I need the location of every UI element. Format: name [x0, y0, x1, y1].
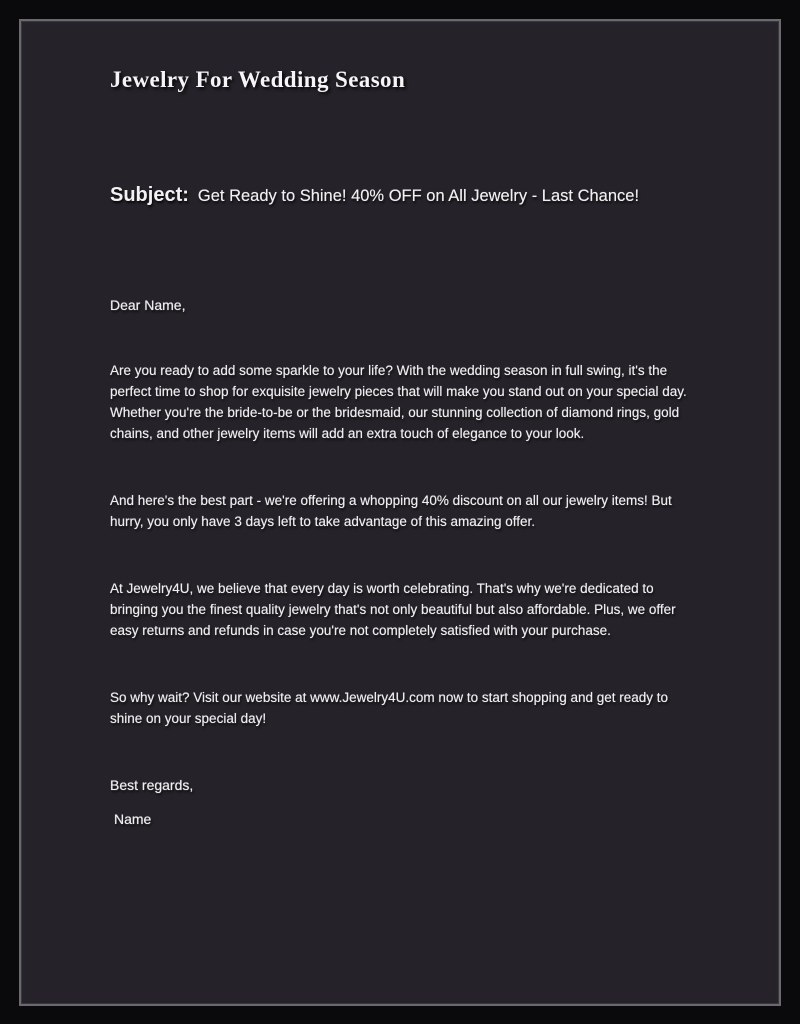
body-paragraph-1: Are you ready to add some sparkle to your life? With the wedding season in full swing, it's the perfect time to shop for exquisite jewelry pieces that will make you stand out on your special day. Whether you're the bride-to-be or the bridesmaid, our stunning collection of diamond rings, gold chains, and other jewelry items will add an extra touch of elegance to your look. [110, 363, 687, 441]
signature: Name [114, 811, 152, 827]
closing: Best regards, [110, 777, 194, 793]
subject-value: Get Ready to Shine! 40% OFF on All Jewelry - Last Chance! [197, 187, 640, 205]
document-title: Jewelry For Wedding Season [110, 67, 406, 92]
salutation: Dear Name, [110, 297, 186, 313]
document-page [19, 19, 781, 1006]
body-paragraph-3: At Jewelry4U, we believe that every day is worth celebrating. That's why we're dedicated to bringing you the finest quality jewelry that's not only beautiful but also affordable. Plus, we offer easy returns and refunds in case you're not completely satisfied with your purchase. [110, 581, 676, 638]
subject-line [110, 182, 706, 210]
subject-label: Subject: [110, 184, 189, 206]
body-paragraph-4: So why wait? Visit our website at www.Jewelry4U.com now to start shopping and get ready to shine on your special day! [110, 690, 669, 726]
body-paragraph-2: And here's the best part - we're offering a whopping 40% discount on all our jewelry items! But hurry, you only have 3 days left to take advantage of this amazing offer. [110, 493, 672, 529]
